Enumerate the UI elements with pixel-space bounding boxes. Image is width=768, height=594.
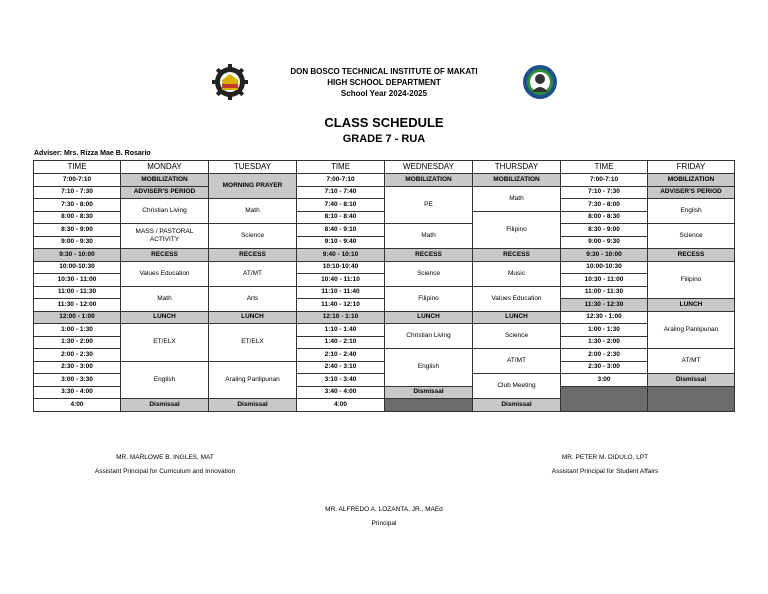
time-cell: 9:10 - 9:40 (297, 236, 385, 249)
department-name: HIGH SCHOOL DEPARTMENT (327, 78, 441, 87)
schedule-cell: Math (473, 186, 561, 211)
schedule-cell: LUNCH (209, 311, 297, 324)
table-row (34, 286, 735, 299)
time-cell: 2:10 - 2:40 (297, 349, 385, 362)
time-cell: 8:30 - 9:00 (561, 224, 648, 237)
time-cell: 1:30 - 2:00 (561, 336, 648, 349)
time-cell: 1:00 - 1:30 (561, 324, 648, 337)
schedule-cell: LUNCH (385, 311, 473, 324)
schedule-cell: Values Education (473, 286, 561, 311)
time-cell: 2:30 - 3:00 (561, 361, 648, 374)
time-cell: 3:00 - 3:30 (34, 374, 121, 387)
time-cell: 1:40 - 2:10 (297, 336, 385, 349)
schedule-cell: RECESS (121, 249, 209, 262)
schedule-cell: English (648, 199, 735, 224)
schedule-cell: LUNCH (473, 311, 561, 324)
schedule-cell: ADVISER'S PERIOD (648, 186, 735, 199)
school-year: School Year 2024-2025 (340, 89, 428, 98)
time-cell: 3:30 - 4:00 (34, 386, 121, 399)
time-cell: 10:00-10:30 (561, 261, 648, 274)
schedule-cell: RECESS (385, 249, 473, 262)
table-row (34, 224, 735, 237)
signatory-principal (270, 503, 498, 531)
time-cell: 4:00 (297, 399, 385, 412)
table-row (34, 261, 735, 274)
time-cell: 1:00 - 1:30 (34, 324, 121, 337)
time-cell: 2:40 - 3:10 (297, 361, 385, 374)
schedule-cell: Science (209, 224, 297, 249)
empty-cell (385, 399, 473, 412)
schedule-cell: MOBILIZATION (473, 174, 561, 187)
time-cell: 7:10 - 7:30 (561, 186, 648, 199)
time-cell: 12:10 - 1:10 (297, 311, 385, 324)
time-cell: 8:00 - 8:30 (34, 211, 121, 224)
time-cell: 8:30 - 9:00 (34, 224, 121, 237)
time-cell: 11:10 - 11:40 (297, 286, 385, 299)
signatory-name: MR. MARLOWE B. INGLES, MAT (116, 454, 214, 461)
schedule-cell: AT/MT (209, 261, 297, 286)
time-cell: 9:00 - 9:30 (561, 236, 648, 249)
school-gear-logo-icon (212, 64, 248, 100)
time-cell: 12:00 - 1:00 (34, 311, 121, 324)
schedule-cell: Christian Living (121, 199, 209, 224)
time-cell: 1:30 - 2:00 (34, 336, 121, 349)
schedule-cell: Christian Living (385, 324, 473, 349)
table-row (34, 311, 735, 324)
time-cell: 3:40 - 4:00 (297, 386, 385, 399)
schedule-cell: RECESS (473, 249, 561, 262)
schedule-cell: LUNCH (121, 311, 209, 324)
adviser-label: Adviser: Mrs. Rizza Mae B. Rosario (34, 150, 151, 157)
header-thursday: THURSDAY (473, 161, 561, 174)
schedule-cell: Club Meeting (473, 374, 561, 399)
header-tuesday: TUESDAY (209, 161, 297, 174)
signatory-name: MR. PETER M. DIDULO, LPT (561, 454, 649, 461)
table-row (34, 249, 735, 262)
schedule-cell: Dismissal (648, 374, 735, 387)
school-name: DON BOSCO TECHNICAL INSTITUTE OF MAKATI (290, 67, 478, 76)
schedule-cell: MASS / PASTORAL ACTIVITY (121, 224, 209, 249)
schedule-cell: Filipino (648, 261, 735, 299)
time-cell: 7:10 - 7:30 (34, 186, 121, 199)
schedule-cell: MORNING PRAYER (209, 174, 297, 199)
time-cell: 9:30 - 10:00 (34, 249, 121, 262)
schedule-cell: Values Education (121, 261, 209, 286)
header-friday: FRIDAY (648, 161, 735, 174)
schedule-cell: English (121, 361, 209, 399)
time-cell: 11:40 - 12:10 (297, 299, 385, 312)
schedule-cell: LUNCH (648, 299, 735, 312)
time-cell: 11:00 - 11:30 (34, 286, 121, 299)
table-row (34, 199, 735, 212)
header-time: TIME (561, 161, 648, 174)
schedule-cell: Dismissal (209, 399, 297, 412)
time-cell: 7:10 - 7:40 (297, 186, 385, 199)
time-cell: 10:30 - 11:00 (561, 274, 648, 287)
page-subtitle: GRADE 7 - RUA (342, 133, 426, 145)
schedule-cell: Science (385, 261, 473, 286)
schedule-cell: MOBILIZATION (648, 174, 735, 187)
schedule-cell: Filipino (473, 211, 561, 249)
signatory-name: MR. ALFREDO A. LOZANTA, JR., MAEd (325, 506, 443, 513)
schedule-cell: Dismissal (473, 399, 561, 412)
time-cell: 4:00 (34, 399, 121, 412)
time-cell: 7:30 - 8:00 (561, 199, 648, 212)
time-cell: 9:00 - 9:30 (34, 236, 121, 249)
time-cell: 7:00-7:10 (561, 174, 648, 187)
signatory-student-affairs (500, 451, 710, 479)
department-seal-logo-icon (522, 64, 558, 100)
table-row (34, 324, 735, 337)
time-cell: 8:00 - 8:30 (561, 211, 648, 224)
time-cell: 8:10 - 8:40 (297, 211, 385, 224)
schedule-cell: Filipino (385, 286, 473, 311)
schedule-cell: Math (209, 199, 297, 224)
signatory-title: Assistant Principal for Curriculum and Innovation (94, 468, 236, 475)
signatory-title: Principal (371, 520, 397, 527)
signatory-title: Assistant Principal for Student Affairs (551, 468, 659, 475)
header-time: TIME (297, 161, 385, 174)
empty-cell (648, 386, 735, 411)
table-row (34, 186, 735, 199)
time-cell: 11:30 - 12:30 (561, 299, 648, 312)
time-cell: 9:30 - 10:00 (561, 249, 648, 262)
schedule-table (33, 160, 735, 412)
schedule-cell: PE (385, 186, 473, 224)
schedule-cell: Dismissal (121, 399, 209, 412)
schedule-cell: MOBILIZATION (385, 174, 473, 187)
time-cell: 7:00-7:10 (297, 174, 385, 187)
school-header (250, 66, 518, 99)
time-cell: 10:00-10:30 (34, 261, 121, 274)
schedule-cell: Math (385, 224, 473, 249)
time-cell: 11:30 - 12:00 (34, 299, 121, 312)
header-time: TIME (34, 161, 121, 174)
schedule-cell: Music (473, 261, 561, 286)
schedule-cell: ET/ELX (121, 324, 209, 362)
empty-cell (561, 386, 648, 411)
time-cell: 11:00 - 11:30 (561, 286, 648, 299)
time-cell: 9:40 - 10:10 (297, 249, 385, 262)
schedule-cell: MOBILIZATION (121, 174, 209, 187)
schedule-cell: English (385, 349, 473, 387)
time-cell: 12:30 - 1:00 (561, 311, 648, 324)
schedule-cell: ADVISER'S PERIOD (121, 186, 209, 199)
schedule-cell: Science (473, 324, 561, 349)
schedule-cell: AT/MT (648, 349, 735, 374)
table-row (34, 174, 735, 187)
schedule-cell: AT/MT (473, 349, 561, 374)
time-cell: 2:30 - 3:00 (34, 361, 121, 374)
schedule-cell: RECESS (648, 249, 735, 262)
header-row (34, 161, 735, 174)
time-cell: 8:40 - 9:10 (297, 224, 385, 237)
schedule-cell: Arts (209, 286, 297, 311)
time-cell: 2:00 - 2:30 (561, 349, 648, 362)
time-cell: 3:10 - 3:40 (297, 374, 385, 387)
schedule-cell: Science (648, 224, 735, 249)
signatory-curriculum (50, 451, 280, 479)
schedule-cell: ET/ELX (209, 324, 297, 362)
header-wednesday: WEDNESDAY (385, 161, 473, 174)
time-cell: 10:40 - 11:10 (297, 274, 385, 287)
schedule-cell: Dismissal (385, 386, 473, 399)
time-cell: 7:40 - 8:10 (297, 199, 385, 212)
page-title: CLASS SCHEDULE (324, 115, 444, 130)
schedule-cell: RECESS (209, 249, 297, 262)
time-cell: 10:30 - 11:00 (34, 274, 121, 287)
time-cell: 2:00 - 2:30 (34, 349, 121, 362)
schedule-cell: Math (121, 286, 209, 311)
schedule-cell: Araling Panlipunan (648, 311, 735, 349)
time-cell: 7:30 - 8:00 (34, 199, 121, 212)
time-cell: 7:00-7:10 (34, 174, 121, 187)
time-cell: 3:00 (561, 374, 648, 387)
schedule-cell: Araling Panlipunan (209, 361, 297, 399)
table-row (34, 361, 735, 374)
time-cell: 1:10 - 1:40 (297, 324, 385, 337)
header-monday: MONDAY (121, 161, 209, 174)
time-cell: 10:10-10:40 (297, 261, 385, 274)
